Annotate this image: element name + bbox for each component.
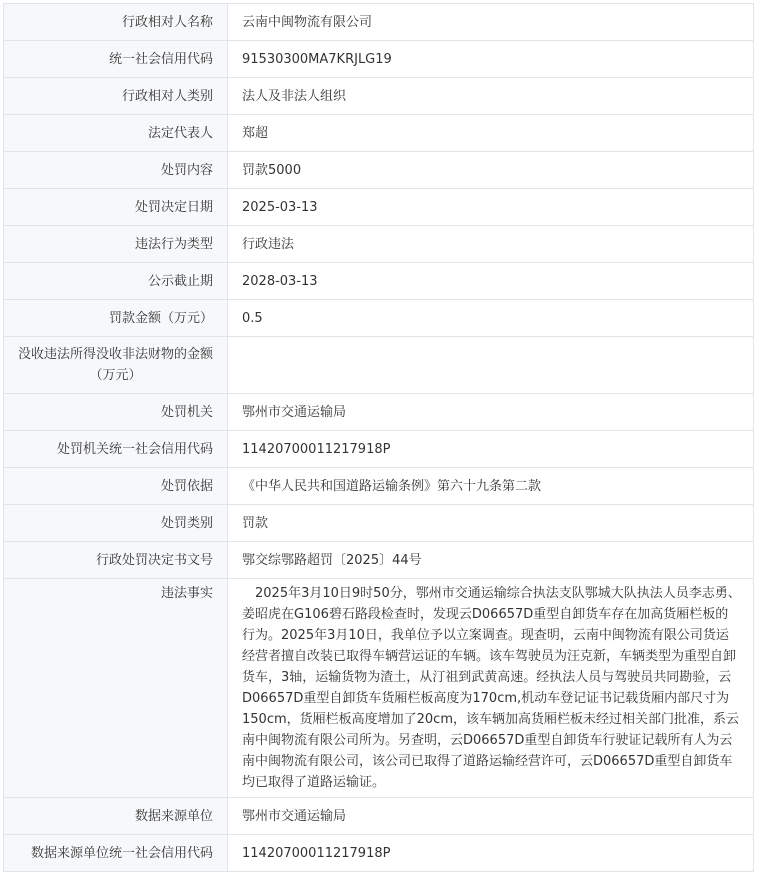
- credit-code-value: 91530300MA7KRJLG19: [228, 41, 754, 78]
- decision-date-label: 处罚决定日期: [4, 189, 228, 226]
- penalty-authority-label: 处罚机关: [4, 394, 228, 431]
- party-category-label: 行政相对人类别: [4, 78, 228, 115]
- penalty-category-label: 处罚类别: [4, 505, 228, 542]
- penalty-record-table: [3, 3, 754, 872]
- row-authority-credit-code: [4, 431, 754, 468]
- party-name-value: 云南中闽物流有限公司: [228, 4, 754, 41]
- publicity-deadline-label: 公示截止期: [4, 263, 228, 300]
- fine-amount-label: 罚款金额（万元）: [4, 300, 228, 337]
- penalty-content-value: 罚款5000: [228, 152, 754, 189]
- row-confiscation-amount: [4, 337, 754, 394]
- decision-number-label: 行政处罚决定书文号: [4, 542, 228, 579]
- row-decision-date: [4, 189, 754, 226]
- row-penalty-category: [4, 505, 754, 542]
- authority-credit-code-value: 11420700011217918P: [228, 431, 754, 468]
- confiscation-amount-label: 没收违法所得没收非法财物的金额（万元）: [4, 337, 228, 394]
- row-legal-rep: [4, 115, 754, 152]
- row-party-category: [4, 78, 754, 115]
- violation-type-label: 违法行为类型: [4, 226, 228, 263]
- row-decision-number: [4, 542, 754, 579]
- legal-rep-label: 法定代表人: [4, 115, 228, 152]
- decision-date-value: 2025-03-13: [228, 189, 754, 226]
- penalty-basis-value: 《中华人民共和国道路运输条例》第六十九条第二款: [228, 468, 754, 505]
- violation-type-value: 行政违法: [228, 226, 754, 263]
- row-party-name: [4, 4, 754, 41]
- authority-credit-code-label: 处罚机关统一社会信用代码: [4, 431, 228, 468]
- row-data-source: [4, 798, 754, 835]
- row-credit-code: [4, 41, 754, 78]
- row-publicity-deadline: [4, 263, 754, 300]
- violation-facts-value: 2025年3月10日9时50分，鄂州市交通运输综合执法支队鄂城大队执法人员李志勇、姜昭虎在G106碧石路段检查时，发现云D06657D重型自卸货车存在加高货厢栏板的行为。2025年3月10日，我单位予以立案调查。现查明，云南中闽物流有限公司货运经营者擅自改装已取得车辆营运证的车辆。该车驾驶员为汪克新，车辆类型为重型自卸货车，3轴，运输货物为渣土，从汀祖到武黄高速。经执法人员与驾驶员共同勘验，云D06657D重型自卸货车货厢栏板高度为170cm,机动车登记证书记载货厢内部尺寸为150cm，货厢栏板高度增加了20cm，该车辆加高货厢栏板未经过相关部门批准，系云南中闽物流有限公司所为。另查明，云D06657D重型自卸货车行驶证记载所有人为云南中闽物流有限公司，该公司已取得了道路运输经营许可，云D06657D重型自卸货车均已取得了道路运输证。: [228, 579, 754, 798]
- legal-rep-value: 郑超: [228, 115, 754, 152]
- row-fine-amount: [4, 300, 754, 337]
- row-data-source-credit-code: [4, 835, 754, 872]
- violation-facts-label: 违法事实: [4, 579, 228, 798]
- penalty-content-label: 处罚内容: [4, 152, 228, 189]
- data-source-label: 数据来源单位: [4, 798, 228, 835]
- party-category-value: 法人及非法人组织: [228, 78, 754, 115]
- penalty-authority-value: 鄂州市交通运输局: [228, 394, 754, 431]
- credit-code-label: 统一社会信用代码: [4, 41, 228, 78]
- data-source-credit-code-value: 11420700011217918P: [228, 835, 754, 872]
- data-source-value: 鄂州市交通运输局: [228, 798, 754, 835]
- row-violation-facts: [4, 579, 754, 798]
- confiscation-amount-value: [228, 337, 754, 394]
- row-penalty-authority: [4, 394, 754, 431]
- row-penalty-content: [4, 152, 754, 189]
- fine-amount-value: 0.5: [228, 300, 754, 337]
- penalty-category-value: 罚款: [228, 505, 754, 542]
- row-violation-type: [4, 226, 754, 263]
- publicity-deadline-value: 2028-03-13: [228, 263, 754, 300]
- penalty-basis-label: 处罚依据: [4, 468, 228, 505]
- data-source-credit-code-label: 数据来源单位统一社会信用代码: [4, 835, 228, 872]
- row-penalty-basis: [4, 468, 754, 505]
- decision-number-value: 鄂交综鄂路超罚〔2025〕44号: [228, 542, 754, 579]
- party-name-label: 行政相对人名称: [4, 4, 228, 41]
